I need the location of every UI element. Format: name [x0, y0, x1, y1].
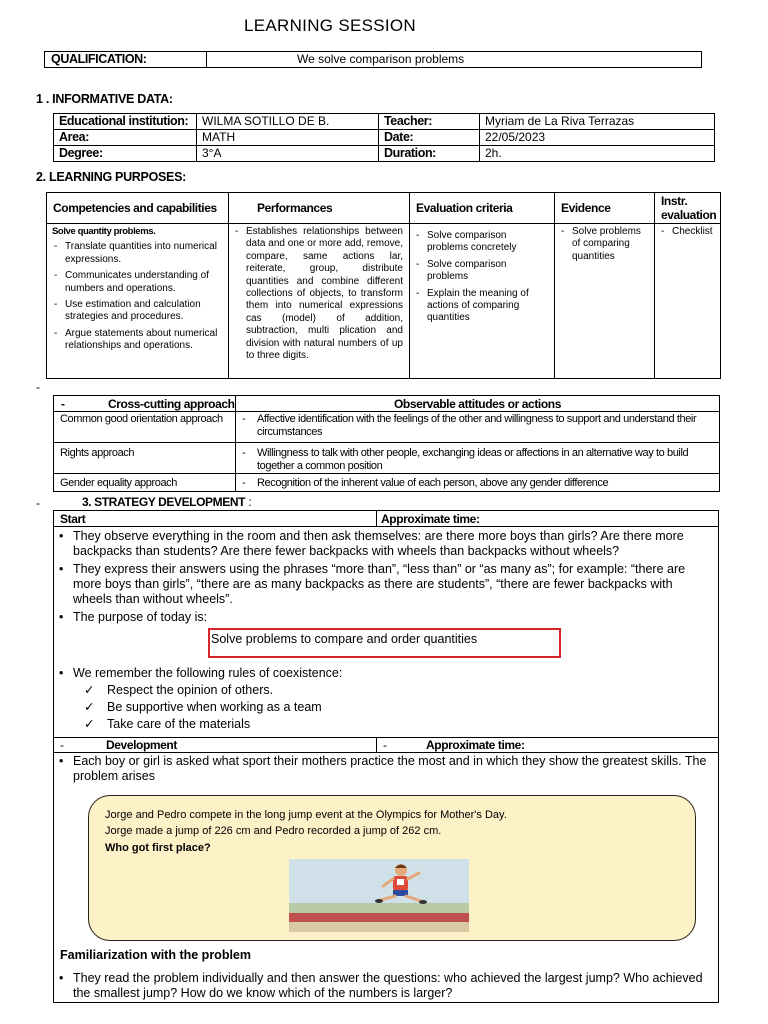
problem-box: [88, 795, 696, 941]
institution-label: Educational institution:: [54, 114, 197, 130]
capability-item: - Argue statements about numerical relationships and operations.: [52, 328, 223, 353]
approach-cell: Gender equality approach: [54, 474, 236, 492]
action-item: - Recognition of the inherent value of each person, above any gender difference: [240, 477, 713, 490]
strategy-box: [53, 510, 719, 1003]
illustration-track: [289, 913, 469, 922]
date-value: 22/05/2023: [480, 130, 715, 146]
crosscutting-header-actions: Observable attitudes or actions: [236, 396, 720, 412]
action-cell: [236, 443, 720, 474]
start-label: Start: [60, 512, 86, 526]
purpose-box: Solve problems to compare and order quantities: [208, 628, 561, 658]
action-item: - Affective identification with the feelings of the other and willingness to support and understand their circumstances: [240, 413, 713, 439]
criteria-list: [414, 230, 548, 325]
rules-intro: • We remember the following rules of coexistence:: [54, 666, 709, 681]
stray-dash: -: [36, 380, 40, 394]
instrument-cell: [655, 224, 721, 379]
evidence-list: [559, 226, 650, 263]
start-bullet: • They observe everything in the room and then ask themselves: are there more boys than girls? Are there more backpacks than students? Are there fewer backpacks with wheels than backpacks without wheels?: [54, 529, 709, 559]
competency-title: Solve quantity problems.: [52, 226, 156, 237]
date-label: Date:: [379, 130, 480, 146]
problem-question: Who got first place?: [105, 842, 211, 854]
development-time-dash: -: [383, 738, 387, 752]
approach-cell: Common good orientation approach: [54, 412, 236, 443]
familiarization-heading: Familiarization with the problem: [60, 948, 251, 962]
learning-purposes-table: [46, 192, 721, 379]
crosscutting-header-approach-label: Cross-cutting approach: [108, 397, 235, 411]
illustration-sky: [289, 859, 469, 903]
familiarization-bullet: • They read the problem individually and then answer the questions: who achieved the largest jump? Who achieved the smallest jump? How do we know which of the numbers is larger?: [54, 971, 709, 1001]
start-time-label: Approximate time:: [381, 512, 480, 526]
capabilities-list: [52, 241, 223, 352]
qualification-value: We solve comparison problems: [207, 52, 702, 68]
development-label: Development: [106, 738, 177, 752]
familiarization-bullets: [54, 971, 709, 1004]
rules-list: [54, 682, 654, 733]
instrument-list: [659, 226, 716, 238]
criteria-item: - Explain the meaning of actions of comparing quantities: [414, 288, 548, 325]
qualification-table: [44, 51, 702, 68]
performance-cell: [229, 224, 410, 379]
crosscutting-dash: -: [61, 397, 65, 411]
evidence-cell: [555, 224, 655, 379]
header-instrument: Instr. evaluation: [655, 193, 721, 224]
capability-item: - Communicates understanding of numbers and operations.: [52, 270, 223, 295]
degree-value: 3°A: [197, 146, 379, 162]
section-3-dash: -: [36, 496, 40, 510]
qualification-label: QUALIFICATION:: [45, 52, 207, 68]
duration-label: Duration:: [379, 146, 480, 162]
header-performances: Performances: [229, 193, 410, 224]
duration-value: 2h.: [480, 146, 715, 162]
start-bullets: [54, 529, 709, 628]
rule-item: ✓ Be supportive when working as a team: [54, 699, 654, 716]
start-bullet: • The purpose of today is:: [54, 610, 709, 625]
development-dash: -: [60, 738, 64, 752]
capability-item: - Use estimation and calculation strategies and procedures.: [52, 299, 223, 324]
teacher-value: Myriam de La Riva Terrazas: [480, 114, 715, 130]
crosscutting-header-approach: [54, 396, 236, 412]
informative-data-table: [53, 113, 715, 162]
degree-label: Degree:: [54, 146, 197, 162]
area-value: MATH: [197, 130, 379, 146]
section-3-heading: 3. STRATEGY DEVELOPMENT: [82, 495, 246, 509]
teacher-label: Teacher:: [379, 114, 480, 130]
illustration-grass: [289, 903, 469, 913]
start-row: [54, 511, 718, 527]
competencies-cell: [47, 224, 229, 379]
problem-line-2: Jorge made a jump of 226 cm and Pedro recorded a jump of 262 cm.: [105, 825, 442, 837]
approach-cell: Rights approach: [54, 443, 236, 474]
instrument-item: - Checklist: [659, 226, 716, 238]
criteria-item: - Solve comparison problems: [414, 259, 548, 284]
section-1-heading: 1 . INFORMATIVE DATA:: [36, 92, 173, 106]
illustration-sand: [289, 922, 469, 932]
header-evaluation-criteria: Evaluation criteria: [410, 193, 555, 224]
section-2-heading: 2. LEARNING PURPOSES:: [36, 170, 186, 184]
rule-item: ✓ Respect the opinion of others.: [54, 682, 654, 699]
institution-value: WILMA SOTILLO DE B.: [197, 114, 379, 130]
page-title: LEARNING SESSION: [243, 16, 416, 35]
criteria-item: - Solve comparison problems concretely: [414, 230, 548, 255]
development-bullet: • Each boy or girl is asked what sport their mothers practice the most and in which they show the greatest skills. The problem arises: [54, 754, 709, 784]
development-time-label: Approximate time:: [426, 738, 525, 752]
capability-item: - Translate quantities into numerical expressions.: [52, 241, 223, 266]
development-bullets: [54, 754, 709, 787]
header-evidence: Evidence: [555, 193, 655, 224]
start-row-divider: [376, 511, 377, 526]
header-competencies: Competencies and capabilities: [47, 193, 229, 224]
rule-item: ✓ Take care of the materials: [54, 716, 654, 733]
start-bullet: • They express their answers using the phrases “more than”, “less than” or “as many as”; for example: “there are more boys than girls”, “there are as many backpacks as there are students”, “there are fewer backpacks with wheels than without wheels”.: [54, 562, 709, 607]
action-cell: [236, 474, 720, 492]
section-3-heading-line: [82, 495, 252, 509]
section-3-colon: :: [245, 495, 252, 509]
development-row-divider: [376, 738, 377, 752]
development-row: [54, 737, 718, 753]
action-cell: [236, 412, 720, 443]
long-jump-illustration: [289, 859, 469, 932]
crosscutting-table: [53, 395, 720, 492]
action-item: - Willingness to talk with other people, exchanging ideas or affections in an alternative way to build together a common position: [240, 447, 713, 473]
problem-line-1: Jorge and Pedro compete in the long jump event at the Olympics for Mother's Day.: [105, 809, 507, 821]
area-label: Area:: [54, 130, 197, 146]
criteria-cell: [410, 224, 555, 379]
performance-list: [233, 226, 403, 362]
performance-item: - Establishes relationships between data and one or more add, remove, compare, same actions lar, reiterate, group, distribute quantities and combine different collections of objects, to transform them into numerical expressions cas (model) of addition, subtraction, multi plication and division with natural numbers of up to three digits.: [233, 226, 403, 362]
evidence-item: - Solve problems of comparing quantities: [559, 226, 650, 263]
